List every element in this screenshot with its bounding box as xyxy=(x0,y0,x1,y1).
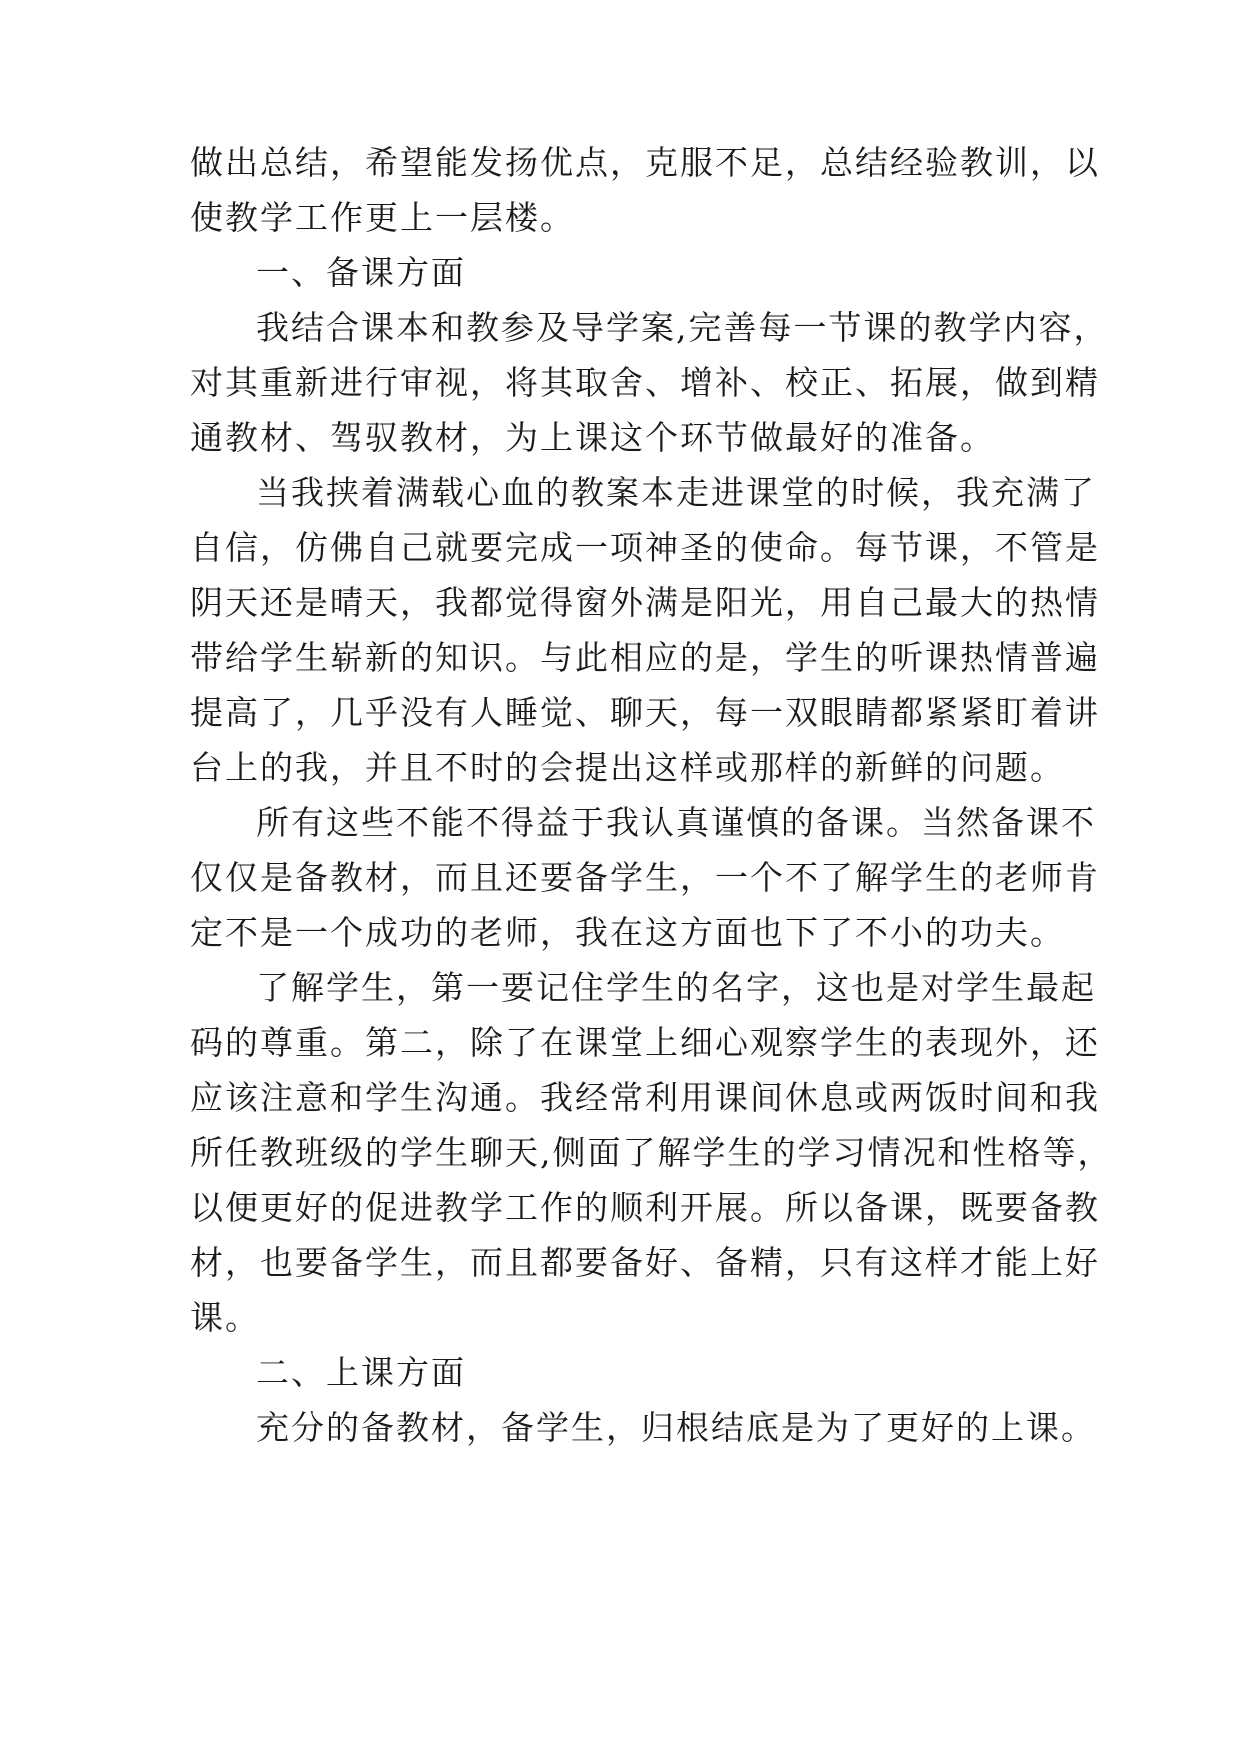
text-line: 充分的备教材，备学生，归根结底是为了更好的上课。 xyxy=(256,1408,1096,1447)
text-line: 通教材、驾驭教材，为上课这个环节做最好的准备。 xyxy=(190,418,995,457)
text-line: 课。 xyxy=(190,1298,260,1337)
text-line: 当我挟着满载心血的教案本走进课堂的时候，我充满了 xyxy=(256,473,1096,512)
text-line: 自信，仿佛自己就要完成一项神圣的使命。每节课，不管是 xyxy=(190,528,1100,567)
text-line: 以便更好的促进教学工作的顺利开展。所以备课，既要备教 xyxy=(190,1188,1100,1227)
text-line: 码的尊重。第二，除了在课堂上细心观察学生的表现外，还 xyxy=(190,1023,1100,1062)
text-line: 仅仅是备教材，而且还要备学生，一个不了解学生的老师肯 xyxy=(190,858,1100,897)
text-line: 了解学生，第一要记住学生的名字，这也是对学生最起 xyxy=(256,968,1096,1007)
text-line: 提高了，几乎没有人睡觉、聊天，每一双眼睛都紧紧盯着讲 xyxy=(190,693,1100,732)
text-line: 台上的我，并且不时的会提出这样或那样的新鲜的问题。 xyxy=(190,748,1065,787)
text-line: 所有这些不能不得益于我认真谨慎的备课。当然备课不 xyxy=(256,803,1096,842)
text-line: 阴天还是晴天，我都觉得窗外满是阳光，用自己最大的热情 xyxy=(190,583,1100,622)
text-line: 应该注意和学生沟通。我经常利用课间休息或两饭时间和我 xyxy=(190,1078,1100,1117)
text-line: 对其重新进行审视，将其取舍、增补、校正、拓展，做到精 xyxy=(190,363,1100,402)
section-heading-lesson-prep: 一、备课方面 xyxy=(256,253,466,292)
text-line: 我结合课本和教参及导学案,完善每一节课的教学内容， xyxy=(256,308,1109,347)
text-line: 使教学工作更上一层楼。 xyxy=(190,198,575,237)
text-line: 材，也要备学生，而且都要备好、备精，只有这样才能上好 xyxy=(190,1243,1100,1282)
text-line: 做出总结，希望能发扬优点，克服不足，总结经验教训，以 xyxy=(190,143,1100,182)
section-heading-teaching: 二、上课方面 xyxy=(256,1353,466,1392)
text-line: 定不是一个成功的老师，我在这方面也下了不小的功夫。 xyxy=(190,913,1065,952)
text-line: 所任教班级的学生聊天,侧面了解学生的学习情况和性格等， xyxy=(190,1133,1113,1172)
text-line: 带给学生崭新的知识。与此相应的是，学生的听课热情普遍 xyxy=(190,638,1100,677)
